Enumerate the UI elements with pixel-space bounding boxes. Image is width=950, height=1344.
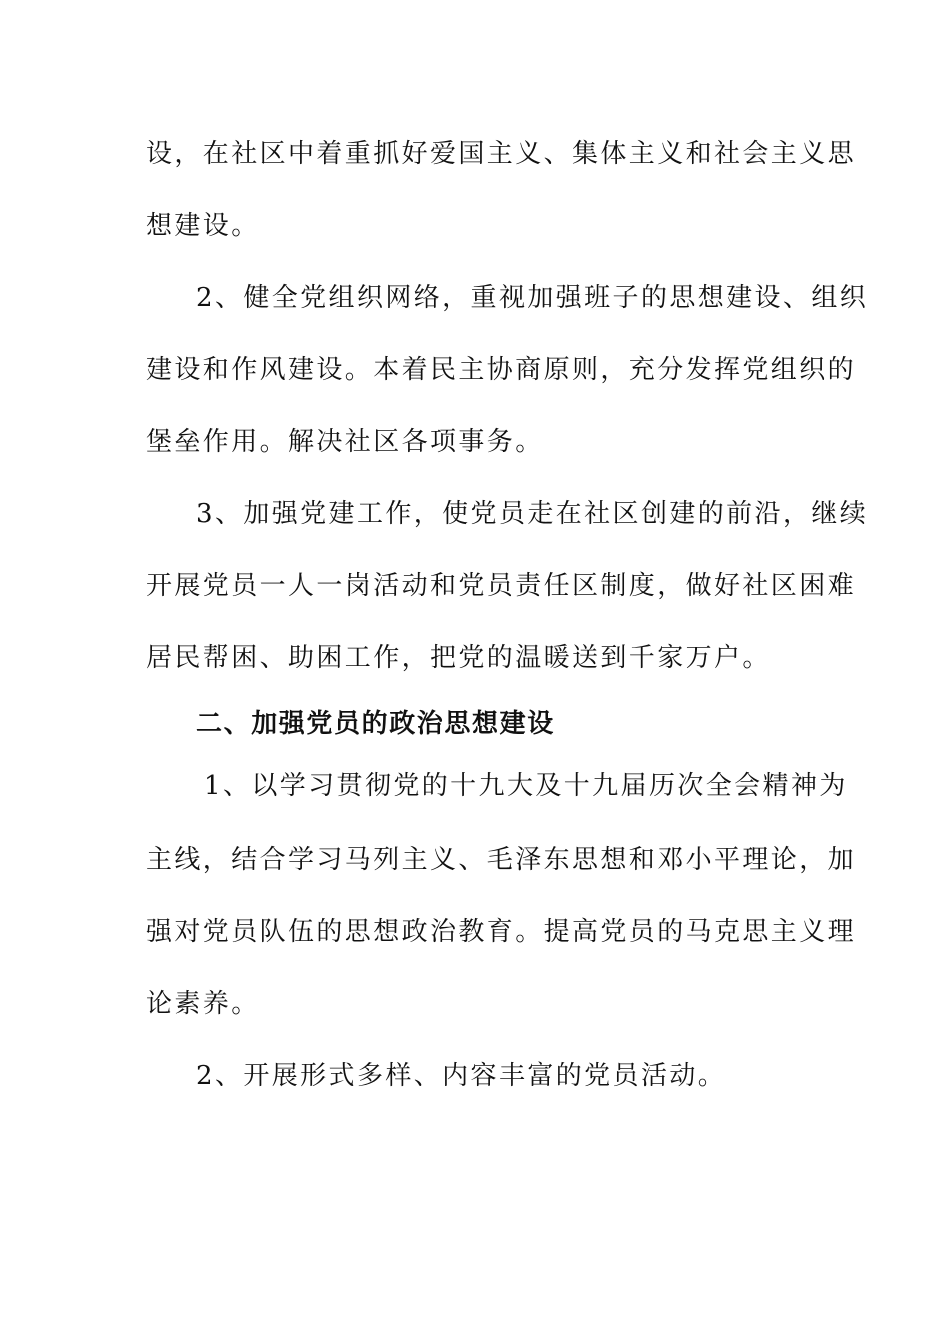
section-heading: 二、加强党员的政治思想建设	[196, 709, 555, 739]
paragraph-line: 论素养。	[146, 989, 260, 1019]
paragraph-line: 强对党员队伍的思想政治教育。提高党员的马克思主义理	[146, 917, 857, 947]
paragraph-line: 1、以学习贯彻党的十九大及十九届历次全会精神为	[204, 771, 848, 801]
paragraph-line: 建设和作风建设。本着民主协商原则，充分发挥党组织的	[146, 355, 857, 385]
paragraph-line: 堡垒作用。解决社区各项事务。	[146, 427, 544, 457]
paragraph-line: 主线，结合学习马列主义、毛泽东思想和邓小平理论，加	[146, 845, 857, 875]
paragraph-line: 开展党员一人一岗活动和党员责任区制度，做好社区困难	[146, 571, 857, 601]
paragraph-line: 2、健全党组织网络，重视加强班子的思想建设、组织	[196, 283, 869, 313]
paragraph-line: 3、加强党建工作，使党员走在社区创建的前沿，继续	[196, 499, 869, 529]
paragraph-line: 想建设。	[146, 211, 260, 241]
paragraph-line: 设，在社区中着重抓好爱国主义、集体主义和社会主义思	[146, 139, 857, 169]
paragraph-line: 2、开展形式多样、内容丰富的党员活动。	[196, 1061, 727, 1091]
paragraph-line: 居民帮困、助困工作，把党的温暖送到千家万户。	[146, 643, 771, 673]
